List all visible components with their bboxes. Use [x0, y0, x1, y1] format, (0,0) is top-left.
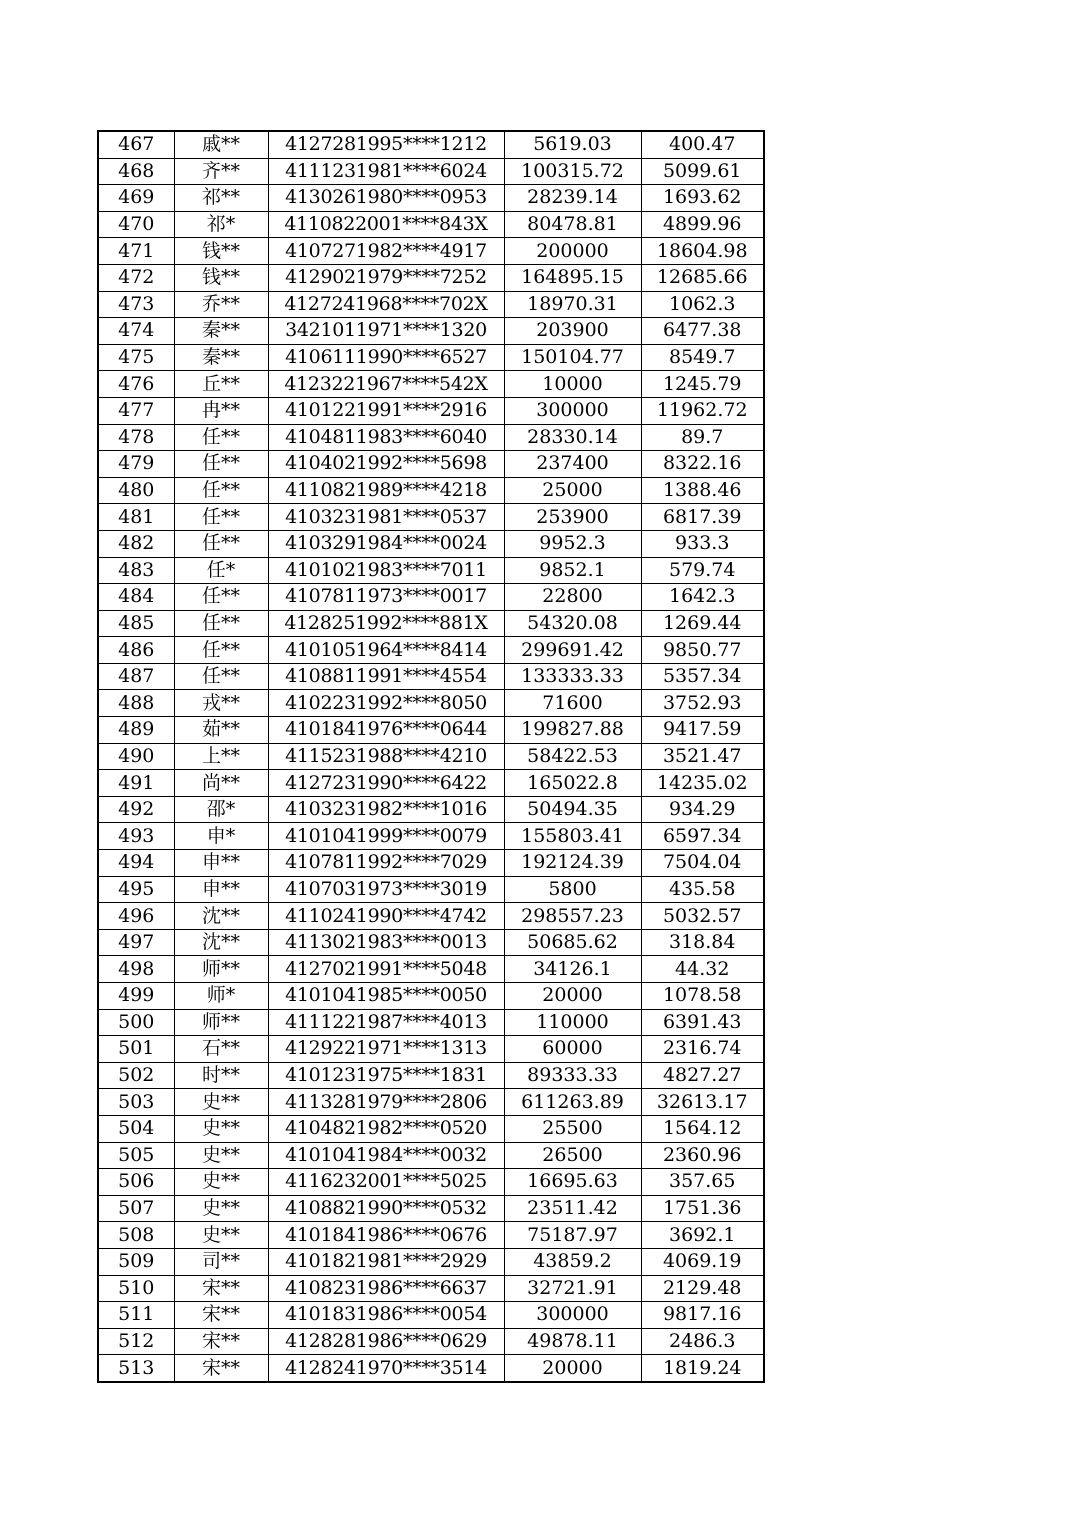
value-cell: 1388.46 [641, 477, 764, 504]
amount-cell: 16695.63 [504, 1169, 641, 1196]
value-cell: 6597.34 [641, 823, 764, 850]
amount-cell: 165022.8 [504, 770, 641, 797]
table-row [98, 451, 764, 478]
amount-cell: 10000 [504, 371, 641, 398]
amount-cell: 89333.33 [504, 1062, 641, 1089]
name-cell: 宋** [174, 1328, 268, 1355]
row-number: 513 [98, 1355, 174, 1382]
amount-cell: 611263.89 [504, 1089, 641, 1116]
value-cell: 3752.93 [641, 690, 764, 717]
table-row [98, 185, 764, 212]
amount-cell: 9852.1 [504, 557, 641, 584]
amount-cell: 133333.33 [504, 663, 641, 690]
table-row [98, 1115, 764, 1142]
id-number-cell: 4127021991****5048 [268, 956, 504, 983]
name-cell: 任* [174, 557, 268, 584]
name-cell: 戎** [174, 690, 268, 717]
amount-cell: 75187.97 [504, 1222, 641, 1249]
table-row [98, 637, 764, 664]
row-number: 472 [98, 264, 174, 291]
row-number: 468 [98, 158, 174, 185]
value-cell: 9417.59 [641, 717, 764, 744]
name-cell: 乔** [174, 291, 268, 318]
table-row [98, 530, 764, 557]
name-cell: 石** [174, 1036, 268, 1063]
row-number: 484 [98, 584, 174, 611]
table-row [98, 1169, 764, 1196]
name-cell: 上** [174, 743, 268, 770]
row-number: 474 [98, 318, 174, 345]
amount-cell: 58422.53 [504, 743, 641, 770]
value-cell: 44.32 [641, 956, 764, 983]
amount-cell: 9952.3 [504, 530, 641, 557]
name-cell: 史** [174, 1169, 268, 1196]
name-cell: 师** [174, 956, 268, 983]
value-cell: 5357.34 [641, 663, 764, 690]
amount-cell: 32721.91 [504, 1275, 641, 1302]
value-cell: 1269.44 [641, 610, 764, 637]
id-number-cell: 4102231992****8050 [268, 690, 504, 717]
id-number-cell: 4115231988****4210 [268, 743, 504, 770]
table-row [98, 584, 764, 611]
value-cell: 4827.27 [641, 1062, 764, 1089]
value-cell: 2316.74 [641, 1036, 764, 1063]
amount-cell: 5800 [504, 876, 641, 903]
table-row [98, 318, 764, 345]
table-row [98, 371, 764, 398]
table-row [98, 983, 764, 1010]
table-row [98, 1036, 764, 1063]
row-number: 503 [98, 1089, 174, 1116]
name-cell: 秦** [174, 318, 268, 345]
name-cell: 任** [174, 451, 268, 478]
amount-cell: 20000 [504, 1355, 641, 1382]
id-number-cell: 4110822001****843X [268, 211, 504, 238]
name-cell: 丘** [174, 371, 268, 398]
value-cell: 6817.39 [641, 504, 764, 531]
amount-cell: 299691.42 [504, 637, 641, 664]
value-cell: 8322.16 [641, 451, 764, 478]
data-table [97, 130, 765, 1383]
value-cell: 1078.58 [641, 983, 764, 1010]
value-cell: 1642.3 [641, 584, 764, 611]
name-cell: 宋** [174, 1355, 268, 1382]
value-cell: 11962.72 [641, 397, 764, 424]
name-cell: 沈** [174, 903, 268, 930]
row-number: 501 [98, 1036, 174, 1063]
value-cell: 318.84 [641, 929, 764, 956]
table-row [98, 504, 764, 531]
id-number-cell: 4104021992****5698 [268, 451, 504, 478]
table-row [98, 1142, 764, 1169]
table-row [98, 1275, 764, 1302]
id-number-cell: 4107031973****3019 [268, 876, 504, 903]
id-number-cell: 4107271982****4917 [268, 238, 504, 265]
name-cell: 邵* [174, 796, 268, 823]
amount-cell: 150104.77 [504, 344, 641, 371]
id-number-cell: 4127281995****1212 [268, 131, 504, 158]
id-number-cell: 4130261980****0953 [268, 185, 504, 212]
row-number: 479 [98, 451, 174, 478]
row-number: 490 [98, 743, 174, 770]
value-cell: 4069.19 [641, 1248, 764, 1275]
value-cell: 1245.79 [641, 371, 764, 398]
name-cell: 任** [174, 477, 268, 504]
name-cell: 任** [174, 424, 268, 451]
table-row [98, 770, 764, 797]
name-cell: 时** [174, 1062, 268, 1089]
amount-cell: 164895.15 [504, 264, 641, 291]
name-cell: 齐** [174, 158, 268, 185]
row-number: 495 [98, 876, 174, 903]
amount-cell: 71600 [504, 690, 641, 717]
table-row [98, 424, 764, 451]
amount-cell: 237400 [504, 451, 641, 478]
row-number: 500 [98, 1009, 174, 1036]
table-row [98, 717, 764, 744]
row-number: 480 [98, 477, 174, 504]
row-number: 493 [98, 823, 174, 850]
value-cell: 89.7 [641, 424, 764, 451]
row-number: 478 [98, 424, 174, 451]
id-number-cell: 3421011971****1320 [268, 318, 504, 345]
row-number: 506 [98, 1169, 174, 1196]
name-cell: 史** [174, 1222, 268, 1249]
amount-cell: 50685.62 [504, 929, 641, 956]
table-row [98, 211, 764, 238]
amount-cell: 25000 [504, 477, 641, 504]
table-row [98, 1195, 764, 1222]
table-row [98, 743, 764, 770]
name-cell: 宋** [174, 1275, 268, 1302]
value-cell: 18604.98 [641, 238, 764, 265]
row-number: 488 [98, 690, 174, 717]
value-cell: 4899.96 [641, 211, 764, 238]
row-number: 471 [98, 238, 174, 265]
name-cell: 尚** [174, 770, 268, 797]
name-cell: 史** [174, 1142, 268, 1169]
row-number: 486 [98, 637, 174, 664]
name-cell: 戚** [174, 131, 268, 158]
name-cell: 史** [174, 1089, 268, 1116]
id-number-cell: 4101021983****7011 [268, 557, 504, 584]
row-number: 508 [98, 1222, 174, 1249]
table-row [98, 344, 764, 371]
table-row [98, 903, 764, 930]
id-number-cell: 4107811992****7029 [268, 850, 504, 877]
table-row [98, 929, 764, 956]
name-cell: 祁* [174, 211, 268, 238]
table-row [98, 1328, 764, 1355]
row-number: 507 [98, 1195, 174, 1222]
name-cell: 任** [174, 637, 268, 664]
row-number: 497 [98, 929, 174, 956]
value-cell: 1819.24 [641, 1355, 764, 1382]
id-number-cell: 4110241990****4742 [268, 903, 504, 930]
row-number: 494 [98, 850, 174, 877]
value-cell: 2486.3 [641, 1328, 764, 1355]
row-number: 510 [98, 1275, 174, 1302]
table-row [98, 1222, 764, 1249]
id-number-cell: 4127241968****702X [268, 291, 504, 318]
id-number-cell: 4111231981****6024 [268, 158, 504, 185]
table-row [98, 238, 764, 265]
table-row [98, 796, 764, 823]
row-number: 491 [98, 770, 174, 797]
table-row [98, 1009, 764, 1036]
amount-cell: 199827.88 [504, 717, 641, 744]
name-cell: 沈** [174, 929, 268, 956]
id-number-cell: 4101841976****0644 [268, 717, 504, 744]
amount-cell: 200000 [504, 238, 641, 265]
row-number: 498 [98, 956, 174, 983]
table-row [98, 823, 764, 850]
row-number: 481 [98, 504, 174, 531]
amount-cell: 54320.08 [504, 610, 641, 637]
id-number-cell: 4101051964****8414 [268, 637, 504, 664]
name-cell: 申* [174, 823, 268, 850]
value-cell: 357.65 [641, 1169, 764, 1196]
name-cell: 任** [174, 530, 268, 557]
id-number-cell: 4104811983****6040 [268, 424, 504, 451]
value-cell: 1062.3 [641, 291, 764, 318]
row-number: 475 [98, 344, 174, 371]
value-cell: 2129.48 [641, 1275, 764, 1302]
id-number-cell: 4129221971****1313 [268, 1036, 504, 1063]
table-row [98, 291, 764, 318]
table-row [98, 1089, 764, 1116]
value-cell: 1564.12 [641, 1115, 764, 1142]
value-cell: 12685.66 [641, 264, 764, 291]
name-cell: 茹** [174, 717, 268, 744]
id-number-cell: 4108811991****4554 [268, 663, 504, 690]
name-cell: 师* [174, 983, 268, 1010]
table-row [98, 850, 764, 877]
table-row [98, 557, 764, 584]
amount-cell: 155803.41 [504, 823, 641, 850]
id-number-cell: 4129021979****7252 [268, 264, 504, 291]
row-number: 489 [98, 717, 174, 744]
id-number-cell: 4101041984****0032 [268, 1142, 504, 1169]
row-number: 477 [98, 397, 174, 424]
value-cell: 5032.57 [641, 903, 764, 930]
row-number: 509 [98, 1248, 174, 1275]
id-number-cell: 4128251992****881X [268, 610, 504, 637]
row-number: 511 [98, 1302, 174, 1329]
amount-cell: 50494.35 [504, 796, 641, 823]
id-number-cell: 4108231986****6637 [268, 1275, 504, 1302]
value-cell: 2360.96 [641, 1142, 764, 1169]
value-cell: 400.47 [641, 131, 764, 158]
value-cell: 933.3 [641, 530, 764, 557]
table-body [98, 131, 764, 1382]
name-cell: 任** [174, 610, 268, 637]
id-number-cell: 4101841986****0676 [268, 1222, 504, 1249]
value-cell: 8549.7 [641, 344, 764, 371]
amount-cell: 49878.11 [504, 1328, 641, 1355]
amount-cell: 300000 [504, 1302, 641, 1329]
row-number: 505 [98, 1142, 174, 1169]
row-number: 483 [98, 557, 174, 584]
name-cell: 司** [174, 1248, 268, 1275]
amount-cell: 28239.14 [504, 185, 641, 212]
id-number-cell: 4127231990****6422 [268, 770, 504, 797]
id-number-cell: 4111221987****4013 [268, 1009, 504, 1036]
id-number-cell: 4101821981****2929 [268, 1248, 504, 1275]
value-cell: 3521.47 [641, 743, 764, 770]
id-number-cell: 4101231975****1831 [268, 1062, 504, 1089]
value-cell: 14235.02 [641, 770, 764, 797]
row-number: 473 [98, 291, 174, 318]
amount-cell: 43859.2 [504, 1248, 641, 1275]
table-row [98, 1062, 764, 1089]
id-number-cell: 4101831986****0054 [268, 1302, 504, 1329]
table-row [98, 1302, 764, 1329]
table-row [98, 610, 764, 637]
name-cell: 师** [174, 1009, 268, 1036]
id-number-cell: 4103231982****1016 [268, 796, 504, 823]
value-cell: 6391.43 [641, 1009, 764, 1036]
row-number: 492 [98, 796, 174, 823]
name-cell: 钱** [174, 264, 268, 291]
amount-cell: 22800 [504, 584, 641, 611]
table-row [98, 477, 764, 504]
id-number-cell: 4110821989****4218 [268, 477, 504, 504]
amount-cell: 192124.39 [504, 850, 641, 877]
value-cell: 3692.1 [641, 1222, 764, 1249]
row-number: 499 [98, 983, 174, 1010]
id-number-cell: 4101041999****0079 [268, 823, 504, 850]
amount-cell: 110000 [504, 1009, 641, 1036]
amount-cell: 203900 [504, 318, 641, 345]
amount-cell: 26500 [504, 1142, 641, 1169]
row-number: 487 [98, 663, 174, 690]
value-cell: 1693.62 [641, 185, 764, 212]
id-number-cell: 4128241970****3514 [268, 1355, 504, 1382]
row-number: 512 [98, 1328, 174, 1355]
table-row [98, 663, 764, 690]
amount-cell: 100315.72 [504, 158, 641, 185]
row-number: 504 [98, 1115, 174, 1142]
id-number-cell: 4107811973****0017 [268, 584, 504, 611]
name-cell: 申** [174, 850, 268, 877]
amount-cell: 253900 [504, 504, 641, 531]
id-number-cell: 4108821990****0532 [268, 1195, 504, 1222]
amount-cell: 5619.03 [504, 131, 641, 158]
row-number: 482 [98, 530, 174, 557]
table-row [98, 690, 764, 717]
row-number: 469 [98, 185, 174, 212]
name-cell: 任** [174, 663, 268, 690]
row-number: 502 [98, 1062, 174, 1089]
table-row [98, 397, 764, 424]
value-cell: 9850.77 [641, 637, 764, 664]
amount-cell: 300000 [504, 397, 641, 424]
table-row [98, 876, 764, 903]
value-cell: 5099.61 [641, 158, 764, 185]
row-number: 496 [98, 903, 174, 930]
table-row [98, 1355, 764, 1382]
value-cell: 32613.17 [641, 1089, 764, 1116]
id-number-cell: 4113281979****2806 [268, 1089, 504, 1116]
amount-cell: 60000 [504, 1036, 641, 1063]
row-number: 476 [98, 371, 174, 398]
table-row [98, 131, 764, 158]
row-number: 467 [98, 131, 174, 158]
name-cell: 钱** [174, 238, 268, 265]
table-row [98, 264, 764, 291]
value-cell: 934.29 [641, 796, 764, 823]
amount-cell: 18970.31 [504, 291, 641, 318]
value-cell: 9817.16 [641, 1302, 764, 1329]
name-cell: 任** [174, 504, 268, 531]
table-row [98, 956, 764, 983]
id-number-cell: 4103291984****0024 [268, 530, 504, 557]
id-number-cell: 4123221967****542X [268, 371, 504, 398]
value-cell: 7504.04 [641, 850, 764, 877]
id-number-cell: 4116232001****5025 [268, 1169, 504, 1196]
name-cell: 祁** [174, 185, 268, 212]
amount-cell: 28330.14 [504, 424, 641, 451]
amount-cell: 23511.42 [504, 1195, 641, 1222]
name-cell: 秦** [174, 344, 268, 371]
name-cell: 史** [174, 1195, 268, 1222]
amount-cell: 25500 [504, 1115, 641, 1142]
name-cell: 任** [174, 584, 268, 611]
row-number: 485 [98, 610, 174, 637]
name-cell: 史** [174, 1115, 268, 1142]
id-number-cell: 4101221991****2916 [268, 397, 504, 424]
id-number-cell: 4101041985****0050 [268, 983, 504, 1010]
value-cell: 1751.36 [641, 1195, 764, 1222]
amount-cell: 80478.81 [504, 211, 641, 238]
id-number-cell: 4113021983****0013 [268, 929, 504, 956]
value-cell: 579.74 [641, 557, 764, 584]
value-cell: 6477.38 [641, 318, 764, 345]
id-number-cell: 4103231981****0537 [268, 504, 504, 531]
name-cell: 宋** [174, 1302, 268, 1329]
table-row [98, 1248, 764, 1275]
id-number-cell: 4128281986****0629 [268, 1328, 504, 1355]
amount-cell: 20000 [504, 983, 641, 1010]
table-row [98, 158, 764, 185]
name-cell: 申** [174, 876, 268, 903]
value-cell: 435.58 [641, 876, 764, 903]
amount-cell: 298557.23 [504, 903, 641, 930]
row-number: 470 [98, 211, 174, 238]
id-number-cell: 4106111990****6527 [268, 344, 504, 371]
name-cell: 冉** [174, 397, 268, 424]
amount-cell: 34126.1 [504, 956, 641, 983]
id-number-cell: 4104821982****0520 [268, 1115, 504, 1142]
